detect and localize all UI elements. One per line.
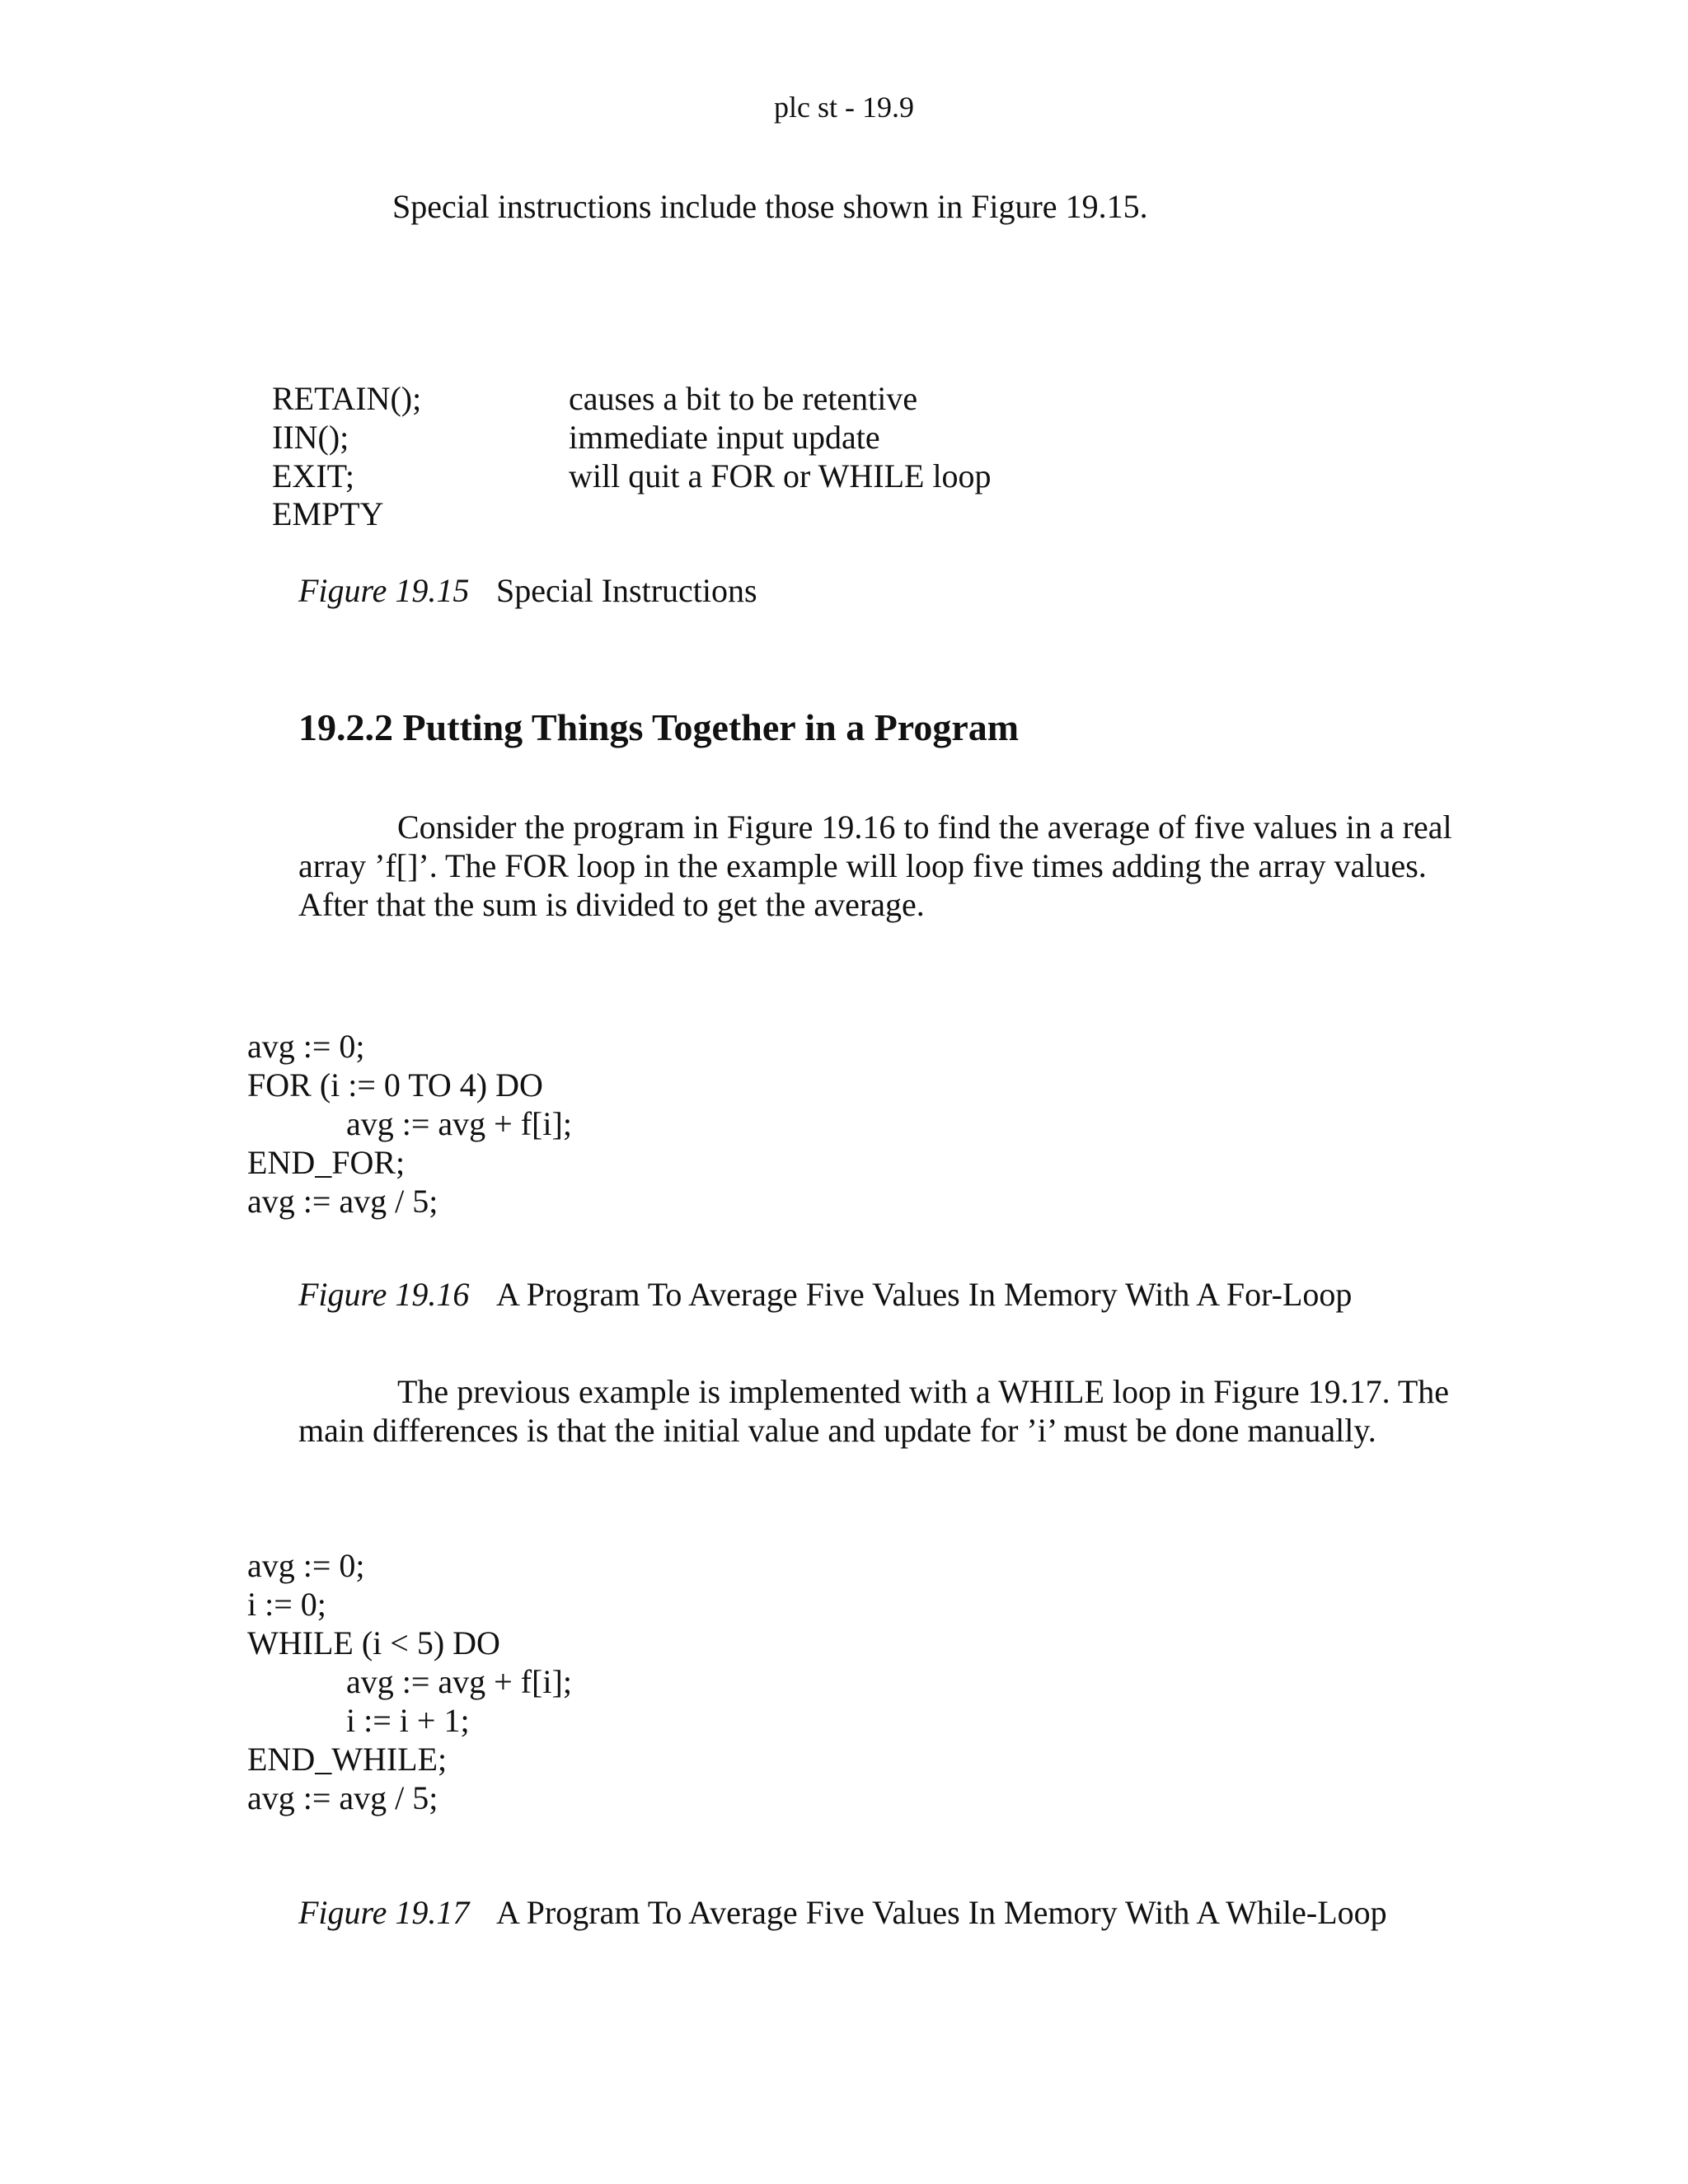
command-retain: RETAIN(); <box>272 380 422 417</box>
paragraph-2-text: The previous example is implemented with a WHILE loop in Figure 19.17. The main differences is that the initial value and update for ’i’ must be done manually. <box>298 1373 1450 1449</box>
figure-19-17-caption <box>298 1893 1387 1932</box>
code-line: avg := 0; <box>247 1547 365 1584</box>
figure-number: Figure 19.16 <box>298 1276 470 1313</box>
description-retain: causes a bit to be retentive <box>569 380 918 417</box>
code-line: avg := avg + f[i]; <box>346 1663 572 1700</box>
code-line: FOR (i := 0 TO 4) DO <box>247 1066 543 1104</box>
figure-title: A Program To Average Five Values In Memory With A While-Loop <box>496 1894 1387 1931</box>
code-line: i := 0; <box>247 1586 326 1623</box>
command-exit: EXIT; <box>272 457 354 494</box>
paragraph-2 <box>298 1372 1469 1450</box>
code-line: END_FOR; <box>247 1144 406 1181</box>
description-iin: immediate input update <box>569 419 880 456</box>
paragraph-1 <box>298 808 1469 924</box>
figure-number: Figure 19.17 <box>298 1894 470 1931</box>
code-line: avg := 0; <box>247 1028 365 1065</box>
figure-19-15-caption <box>298 571 757 610</box>
page-header: plc st - 19.9 <box>774 91 914 124</box>
code-line: i := i + 1; <box>346 1702 470 1739</box>
code-line: avg := avg / 5; <box>247 1779 438 1816</box>
figure-19-16-caption <box>298 1275 1352 1314</box>
command-iin: IIN(); <box>272 419 349 456</box>
table-row <box>223 456 569 572</box>
code-line: avg := avg + f[i]; <box>346 1105 572 1142</box>
command-empty: EMPTY <box>272 495 384 532</box>
code-line: WHILE (i < 5) DO <box>247 1624 500 1661</box>
figure-title: A Program To Average Five Values In Memory With A For-Loop <box>496 1276 1353 1313</box>
description-exit: will quit a FOR or WHILE loop <box>569 457 992 494</box>
code-line: END_WHILE; <box>247 1741 448 1778</box>
figure-title: Special Instructions <box>496 572 757 609</box>
paragraph-1-text: Consider the program in Figure 19.16 to find the average of five values in a real array ’f[]’. The FOR loop in the example will loop five times adding the array values. After that the sum is divided to get the average. <box>298 808 1452 923</box>
intro-text: Special instructions include those shown in Figure 19.15. <box>392 188 1148 225</box>
code-line: avg := avg / 5; <box>247 1183 438 1220</box>
figure-number: Figure 19.15 <box>298 572 470 609</box>
section-heading: 19.2.2 Putting Things Together in a Program <box>298 706 1020 748</box>
